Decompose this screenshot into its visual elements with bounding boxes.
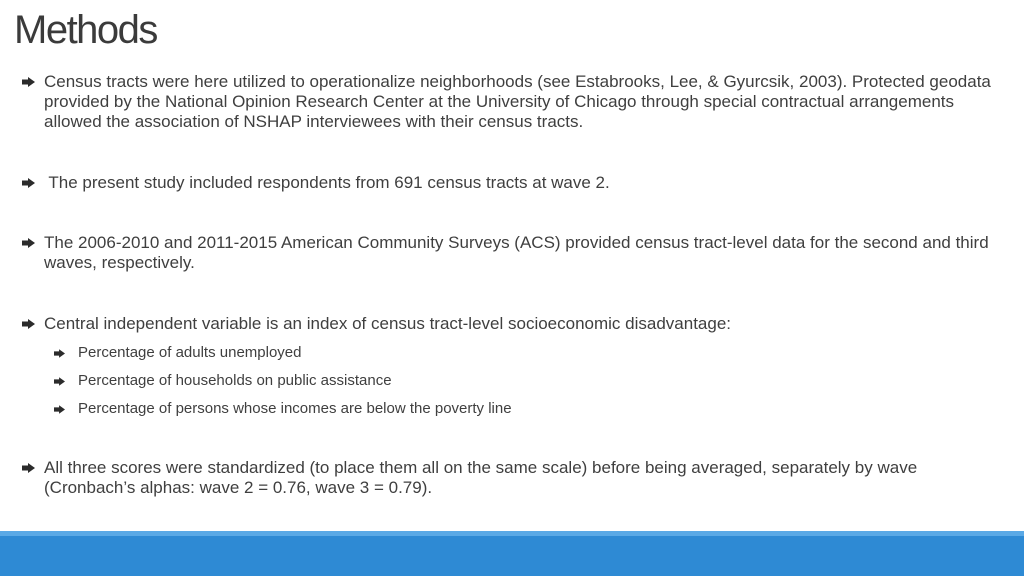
footer-band	[0, 531, 1024, 576]
bullet-text: The 2006-2010 and 2011-2015 American Community Surveys (ACS) provided census tract-level data for the second and third waves, respectively.	[44, 233, 989, 272]
right-arrow-icon	[22, 173, 44, 193]
right-arrow-icon	[54, 344, 78, 362]
bullet-standardized-scores	[22, 458, 1002, 498]
bullet-text: Central independent variable is an index of census tract-level socioeconomic disadvantage:	[44, 314, 732, 333]
bullet-independent-variable	[22, 314, 1002, 334]
right-arrow-icon	[22, 458, 44, 478]
bullet-text: The present study included respondents from 691 census tracts at wave 2.	[44, 173, 610, 192]
sub-bullet-text: Percentage of households on public assistance	[78, 372, 392, 389]
bullet-text: Census tracts were here utilized to operationalize neighborhoods (see Estabrooks, Lee, & Gyurcsik, 2003). Protected geodata provided by the National Opinion Research Center at the University of Chicago through special contractual arrangements allowed the association of NSHAP interviewees with their census tracts.	[44, 72, 991, 131]
sub-bullet-public-assistance	[54, 372, 392, 390]
bullet-present-study	[22, 173, 1002, 193]
sub-bullet-unemployed	[54, 344, 301, 362]
right-arrow-icon	[22, 314, 44, 334]
right-arrow-icon	[54, 372, 78, 390]
bullet-text: All three scores were standardized (to place them all on the same scale) before being averaged, separately by wave (Cronbach’s alphas: wave 2 = 0.76, wave 3 = 0.79).	[44, 458, 918, 497]
bullet-acs-data	[22, 233, 1002, 273]
sub-bullet-text: Percentage of persons whose incomes are below the poverty line	[78, 400, 512, 417]
sub-bullet-poverty-line	[54, 400, 512, 418]
right-arrow-icon	[22, 72, 44, 92]
bullet-census-tracts	[22, 72, 1002, 132]
slide-title: Methods	[14, 8, 157, 52]
sub-bullet-text: Percentage of adults unemployed	[78, 344, 302, 361]
right-arrow-icon	[22, 233, 44, 253]
footer-accent-line	[0, 531, 1024, 536]
right-arrow-icon	[54, 400, 78, 418]
